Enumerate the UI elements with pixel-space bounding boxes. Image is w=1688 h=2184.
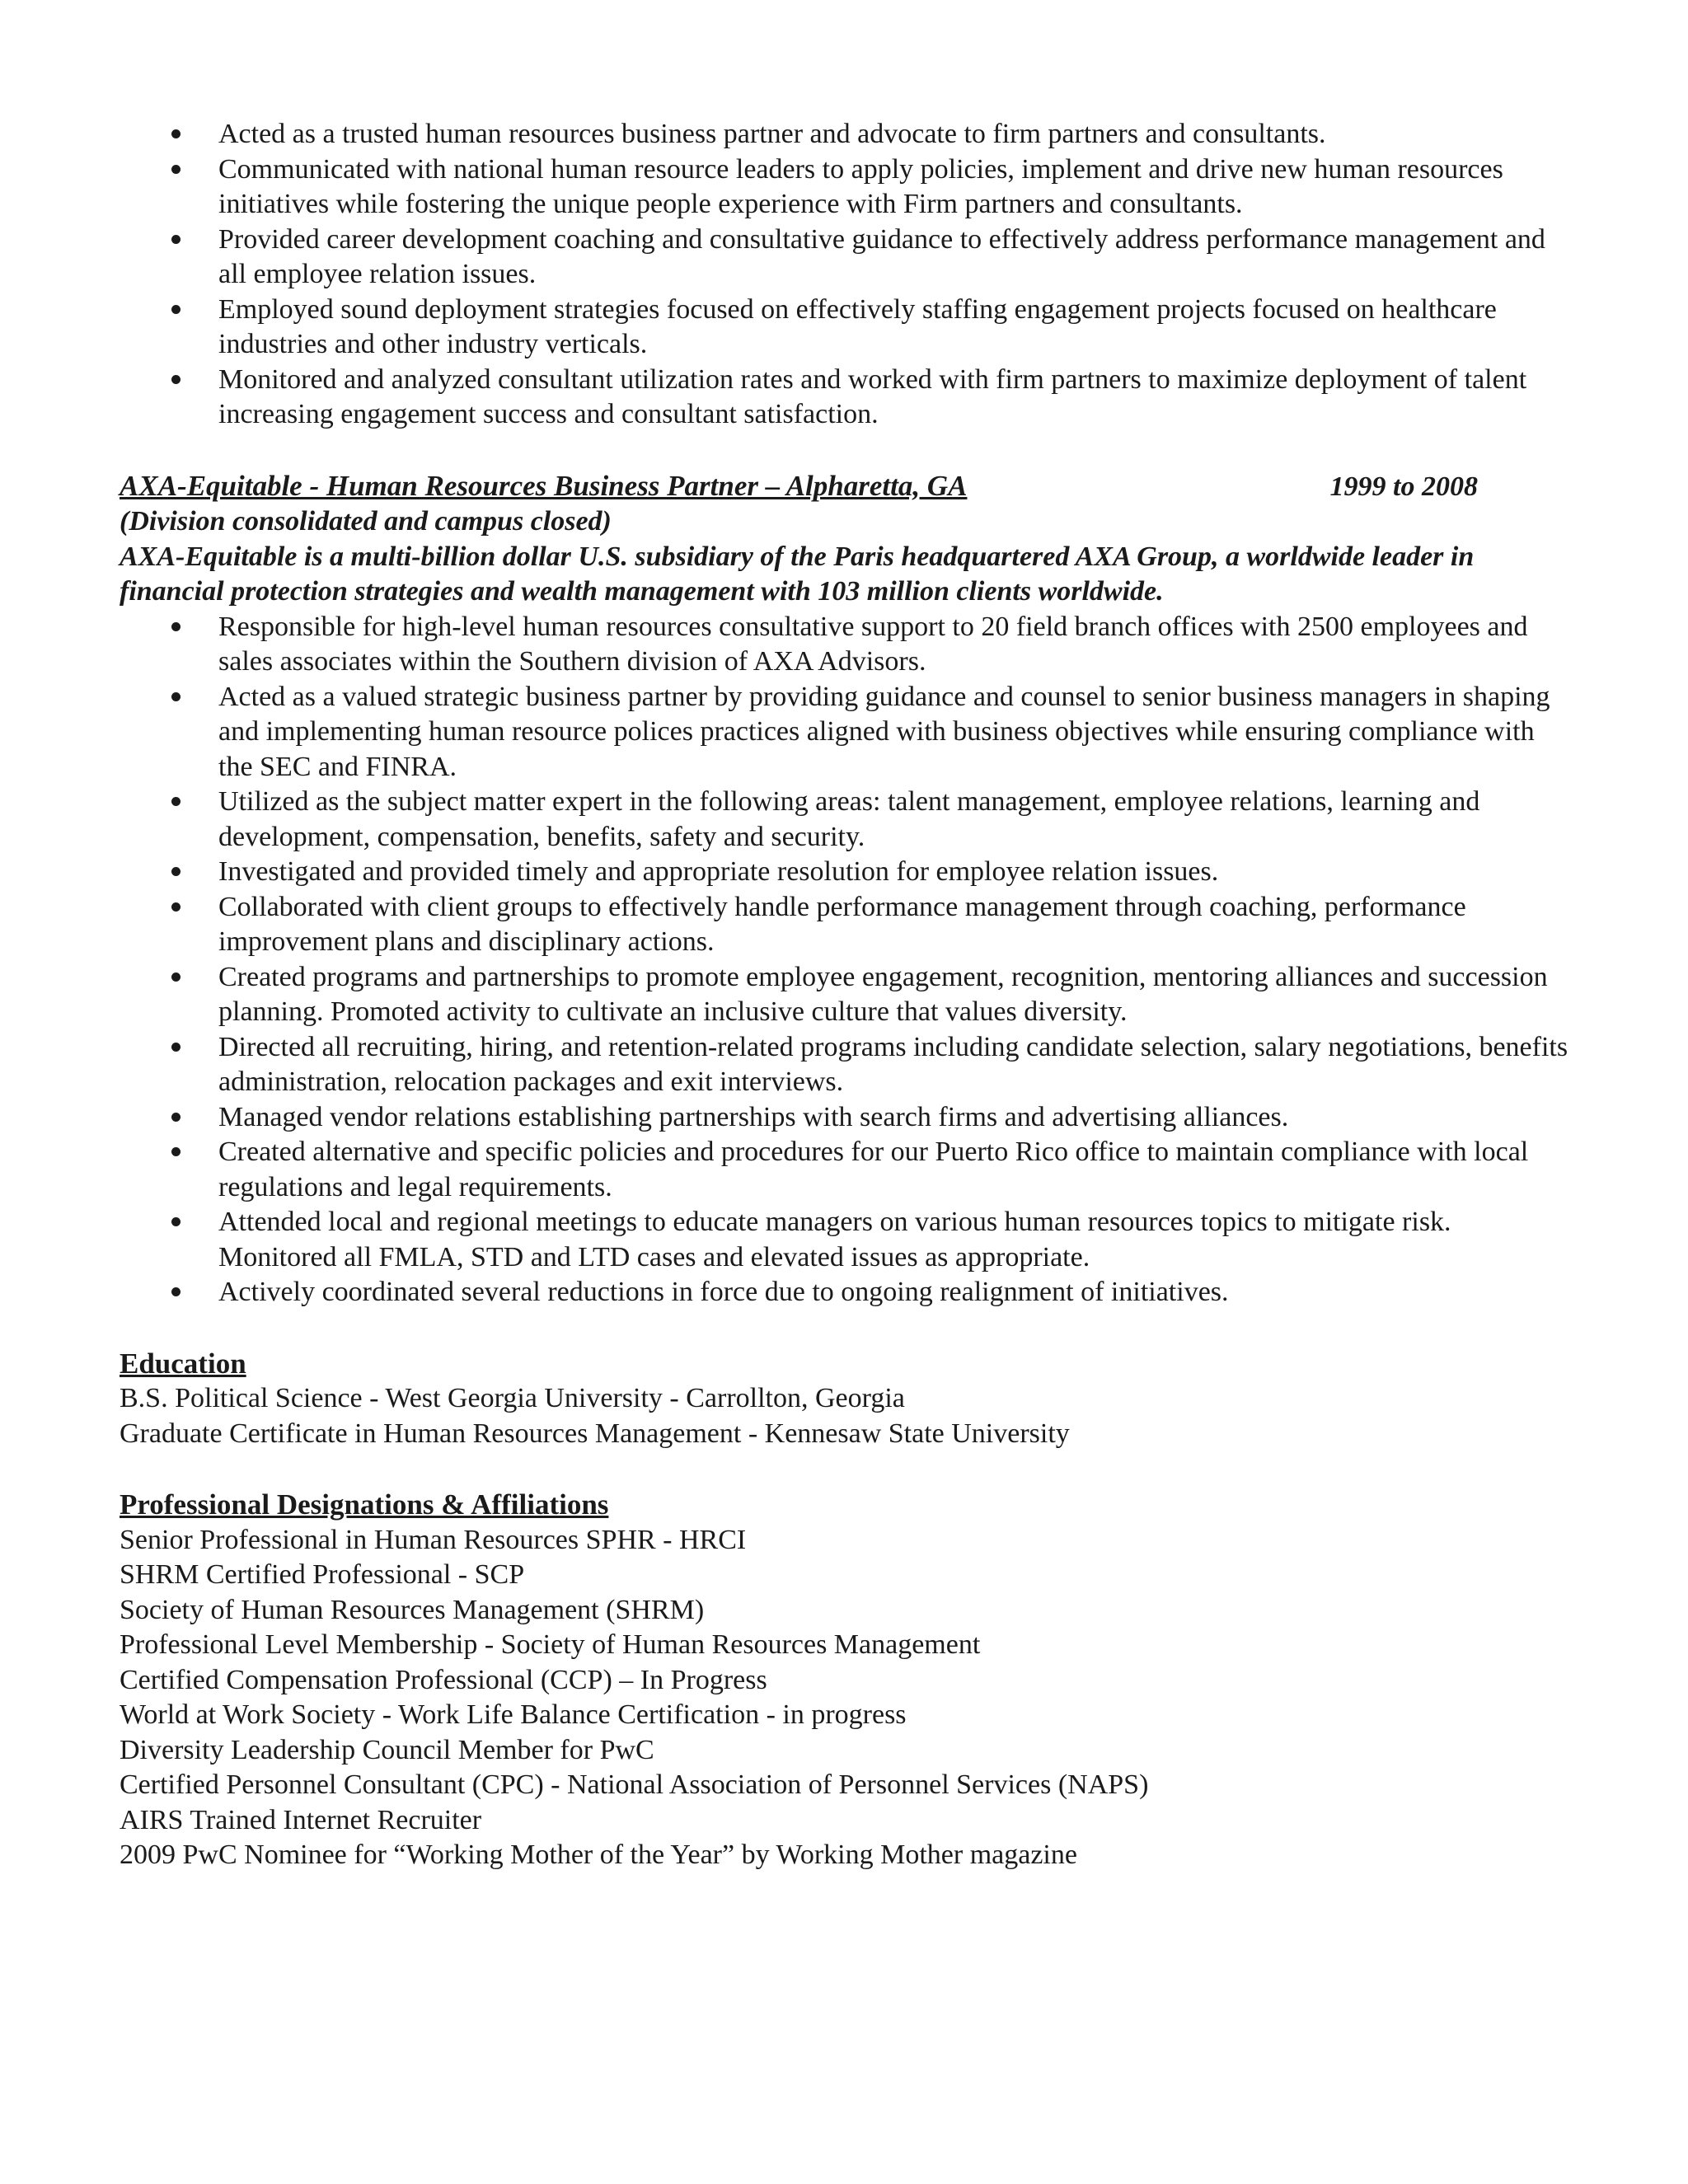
- list-item: Utilized as the subject matter expert in the following areas: talent management, employee relations, learning and development, compensation, benefits, safety and security.: [120, 785, 1568, 855]
- job-dates: 1999 to 2008: [1329, 471, 1478, 502]
- designation-line: SHRM Certified Professional - SCP: [120, 1559, 525, 1590]
- list-item: Acted as a valued strategic business partner by providing guidance and counsel to senior business managers in shaping and implementing human resource polices practices aligned with business objectives while ensuring compliance with the SEC and FINRA.: [120, 680, 1568, 785]
- designations-heading: Professional Designations & Affiliations: [120, 1488, 609, 1521]
- education-heading: Education: [120, 1347, 246, 1380]
- list-item: Managed vendor relations establishing partnerships with search firms and advertising alliances.: [120, 1100, 1568, 1136]
- job-note: (Division consolidated and campus closed): [120, 506, 612, 537]
- list-item: Provided career development coaching and consultative guidance to effectively address performance management and all employee relation issues.: [120, 223, 1568, 293]
- list-item: Employed sound deployment strategies focused on effectively staffing engagement projects focused on healthcare industries and other industry verticals.: [120, 293, 1568, 363]
- company-description: AXA-Equitable is a multi-billion dollar U.S. subsidiary of the Paris headquartered AXA Group, a worldwide leader in financial protection strategies and wealth management with 103 million clients worldwide.: [120, 541, 1475, 607]
- designation-line: Society of Human Resources Management (SHRM): [120, 1594, 705, 1625]
- list-item: Investigated and provided timely and appropriate resolution for employee relation issues.: [120, 855, 1568, 890]
- prior-role-bullet-list: [120, 117, 1568, 433]
- designation-line: 2009 PwC Nominee for “Working Mother of the Year” by Working Mother magazine: [120, 1840, 1077, 1870]
- designation-line: Diversity Leadership Council Member for PwC: [120, 1734, 654, 1765]
- list-item: Created alternative and specific policies and procedures for our Puerto Rico office to maintain compliance with local regulations and legal requirements.: [120, 1135, 1568, 1205]
- designation-line: Senior Professional in Human Resources SPHR - HRCI: [120, 1524, 747, 1555]
- designation-line: AIRS Trained Internet Recruiter: [120, 1804, 482, 1835]
- designation-line: Professional Level Membership - Society of Human Resources Management: [120, 1629, 981, 1660]
- list-item: Created programs and partnerships to promote employee engagement, recognition, mentoring alliances and succession planning. Promoted activity to cultivate an inclusive culture that values diversity.: [120, 960, 1568, 1030]
- list-item: Acted as a trusted human resources business partner and advocate to firm partners and consultants.: [120, 117, 1568, 152]
- job-title: AXA-Equitable - Human Resources Business Partner – Alpharetta, GA: [120, 469, 968, 502]
- list-item: Monitored and analyzed consultant utilization rates and worked with firm partners to maximize deployment of talent increasing engagement success and consultant satisfaction.: [120, 363, 1568, 433]
- job-bullet-list: [120, 610, 1568, 1310]
- list-item: Collaborated with client groups to effectively handle performance management through coaching, performance improvement plans and disciplinary actions.: [120, 890, 1568, 960]
- job-header: [120, 469, 1568, 505]
- list-item: Responsible for high-level human resources consultative support to 20 field branch offices with 2500 employees and sales associates within the Southern division of AXA Advisors.: [120, 610, 1568, 680]
- list-item: Attended local and regional meetings to educate managers on various human resources topics to mitigate risk. Monitored all FMLA, STD and LTD cases and elevated issues as appropriate.: [120, 1205, 1568, 1275]
- education-line: B.S. Political Science - West Georgia University - Carrollton, Georgia: [120, 1383, 905, 1413]
- designation-line: Certified Personnel Consultant (CPC) - National Association of Personnel Services (NAPS): [120, 1769, 1149, 1800]
- list-item: Communicated with national human resource leaders to apply policies, implement and drive new human resources initiatives while fostering the unique people experience with Firm partners and consultants.: [120, 152, 1568, 223]
- designation-line: World at Work Society - Work Life Balance Certification - in progress: [120, 1699, 907, 1730]
- education-line: Graduate Certificate in Human Resources Management - Kennesaw State University: [120, 1418, 1070, 1449]
- list-item: Directed all recruiting, hiring, and retention-related programs including candidate selection, salary negotiations, benefits administration, relocation packages and exit interviews.: [120, 1030, 1568, 1100]
- designation-line: Certified Compensation Professional (CCP) – In Progress: [120, 1664, 767, 1695]
- list-item: Actively coordinated several reductions in force due to ongoing realignment of initiatives.: [120, 1275, 1568, 1310]
